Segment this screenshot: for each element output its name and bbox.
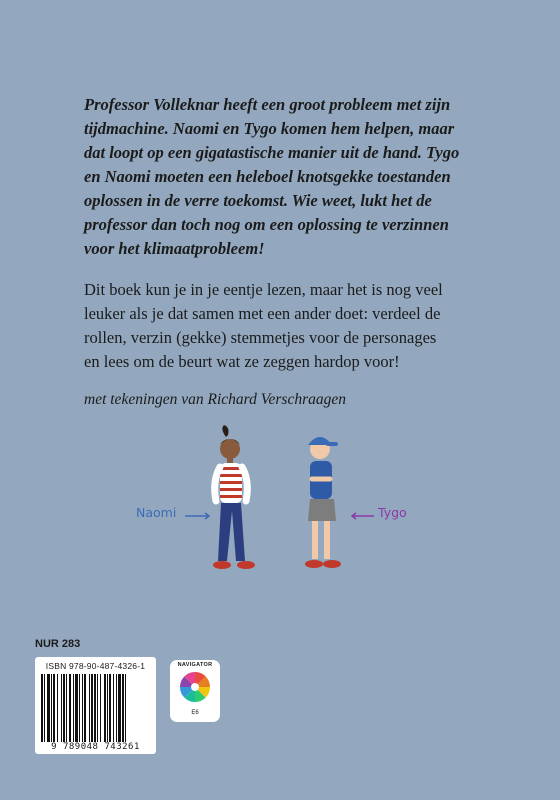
navigator-level: E6	[191, 710, 199, 716]
blurb-line: voor het klimaatprobleem!	[84, 239, 265, 258]
blurb-line: Professor Volleknar heeft een groot probleem met zijn	[84, 95, 451, 114]
barcode-icon	[41, 674, 150, 742]
reading-instructions	[84, 278, 504, 374]
naomi-label: Naomi	[136, 505, 177, 520]
isbn-barcode	[35, 657, 156, 754]
tygo-label: Tygo	[378, 505, 407, 520]
blurb-line: en Naomi moeten een heleboel knotsgekke toestanden	[84, 167, 451, 186]
barcode-digits: 9 789048 743261	[51, 742, 140, 752]
naomi-arrow-icon	[185, 513, 209, 519]
blurb-line: professor dan toch nog om een oplossing te verzinnen	[84, 215, 449, 234]
blurb-paragraph	[84, 93, 504, 261]
blurb-line: oplossen in de verre toekomst. Wie weet, lukt het de	[84, 191, 432, 210]
navigator-label: NAVIGATOR	[177, 662, 213, 668]
blurb-line: dat loopt op een gigatastische manier uit de hand. Tygo	[84, 143, 460, 162]
body-line: en lees om de beurt wat ze zeggen hardop voor!	[84, 352, 400, 371]
illustrator-credit: met tekeningen van Richard Verschraagen	[84, 391, 346, 408]
isbn-label: ISBN 978-90-487-4326-1	[45, 661, 146, 671]
character-illustration	[130, 425, 430, 580]
blurb-line: tijdmachine. Naomi en Tygo komen hem helpen, maar	[84, 119, 455, 138]
tygo-figure	[305, 437, 341, 568]
nur-code: NUR 283	[35, 638, 81, 650]
navigator-badge	[170, 660, 220, 722]
color-wheel-icon	[179, 671, 211, 703]
tygo-arrow-icon	[352, 513, 374, 519]
naomi-figure	[213, 425, 255, 569]
body-line: leuker als je dat samen met een ander doet: verdeel de	[84, 304, 441, 323]
body-line: rollen, verzin (gekke) stemmetjes voor de personages	[84, 328, 437, 347]
body-line: Dit boek kun je in je eentje lezen, maar het is nog veel	[84, 280, 443, 299]
